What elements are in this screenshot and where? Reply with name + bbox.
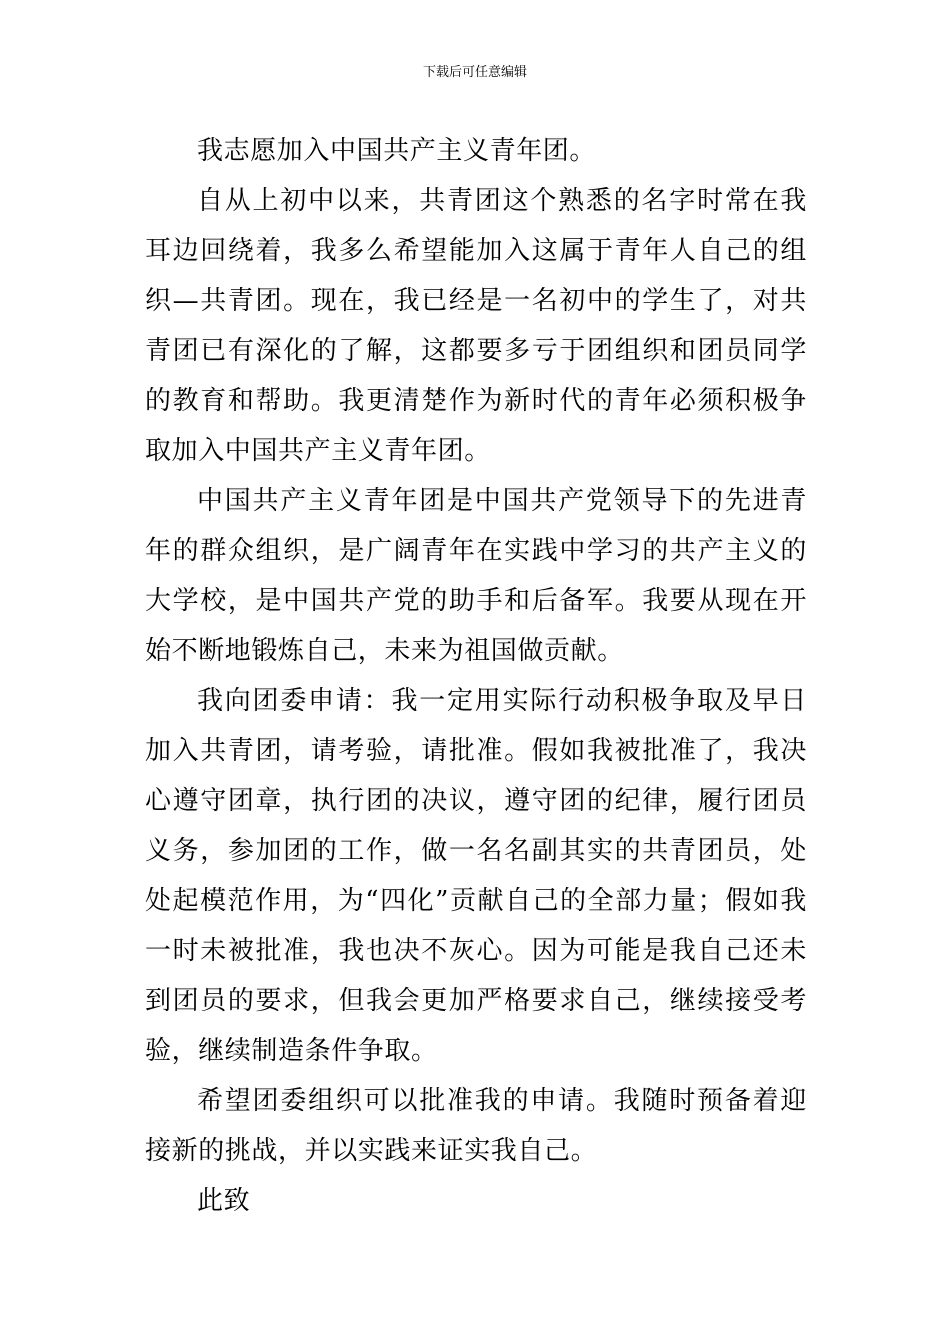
paragraph-2: 自从上初中以来，共青团这个熟悉的名字时常在我耳边回绕着，我多么希望能加入这属于青年人自己的组织—共青团。现在，我已经是一名初中的学生了，对共青团已有深化的了解，这都要多亏于团组织和团员同学的教育和帮助。我更清楚作为新时代的青年必须积极争取加入中国共产主义青年团。	[145, 186, 807, 466]
paragraph-1: 我志愿加入中国共产主义青年团。	[197, 136, 597, 166]
page-header-note: 下载后可任意编辑	[422, 65, 527, 80]
paragraph-4: 我向团委申请：我一定用实际行动积极争取及早日加入共青团，请考验，请批准。假如我被批准了，我决心遵守团章，执行团的决议，遵守团的纪律，履行团员义务，参加团的工作，做一名名副其实的共青团员，处处起模范作用，为“四化”贡献自己的全部力量；假如我一时未被批准，我也决不灰心。因为可能是我自己还未到团员的要求，但我会更加严格要求自己，继续接受考验，继续制造条件争取。	[145, 686, 807, 1066]
paragraph-5: 希望团委组织可以批准我的申请。我随时预备着迎接新的挑战，并以实践来证实我自己。	[145, 1086, 807, 1166]
document-body	[145, 126, 807, 1226]
paragraph-3: 中国共产主义青年团是中国共产党领导下的先进青年的群众组织，是广阔青年在实践中学习的共产主义的大学校，是中国共产党的助手和后备军。我要从现在开始不断地锻炼自己，未来为祖国做贡献。	[145, 486, 807, 666]
closing-salutation: 此致	[197, 1186, 251, 1216]
